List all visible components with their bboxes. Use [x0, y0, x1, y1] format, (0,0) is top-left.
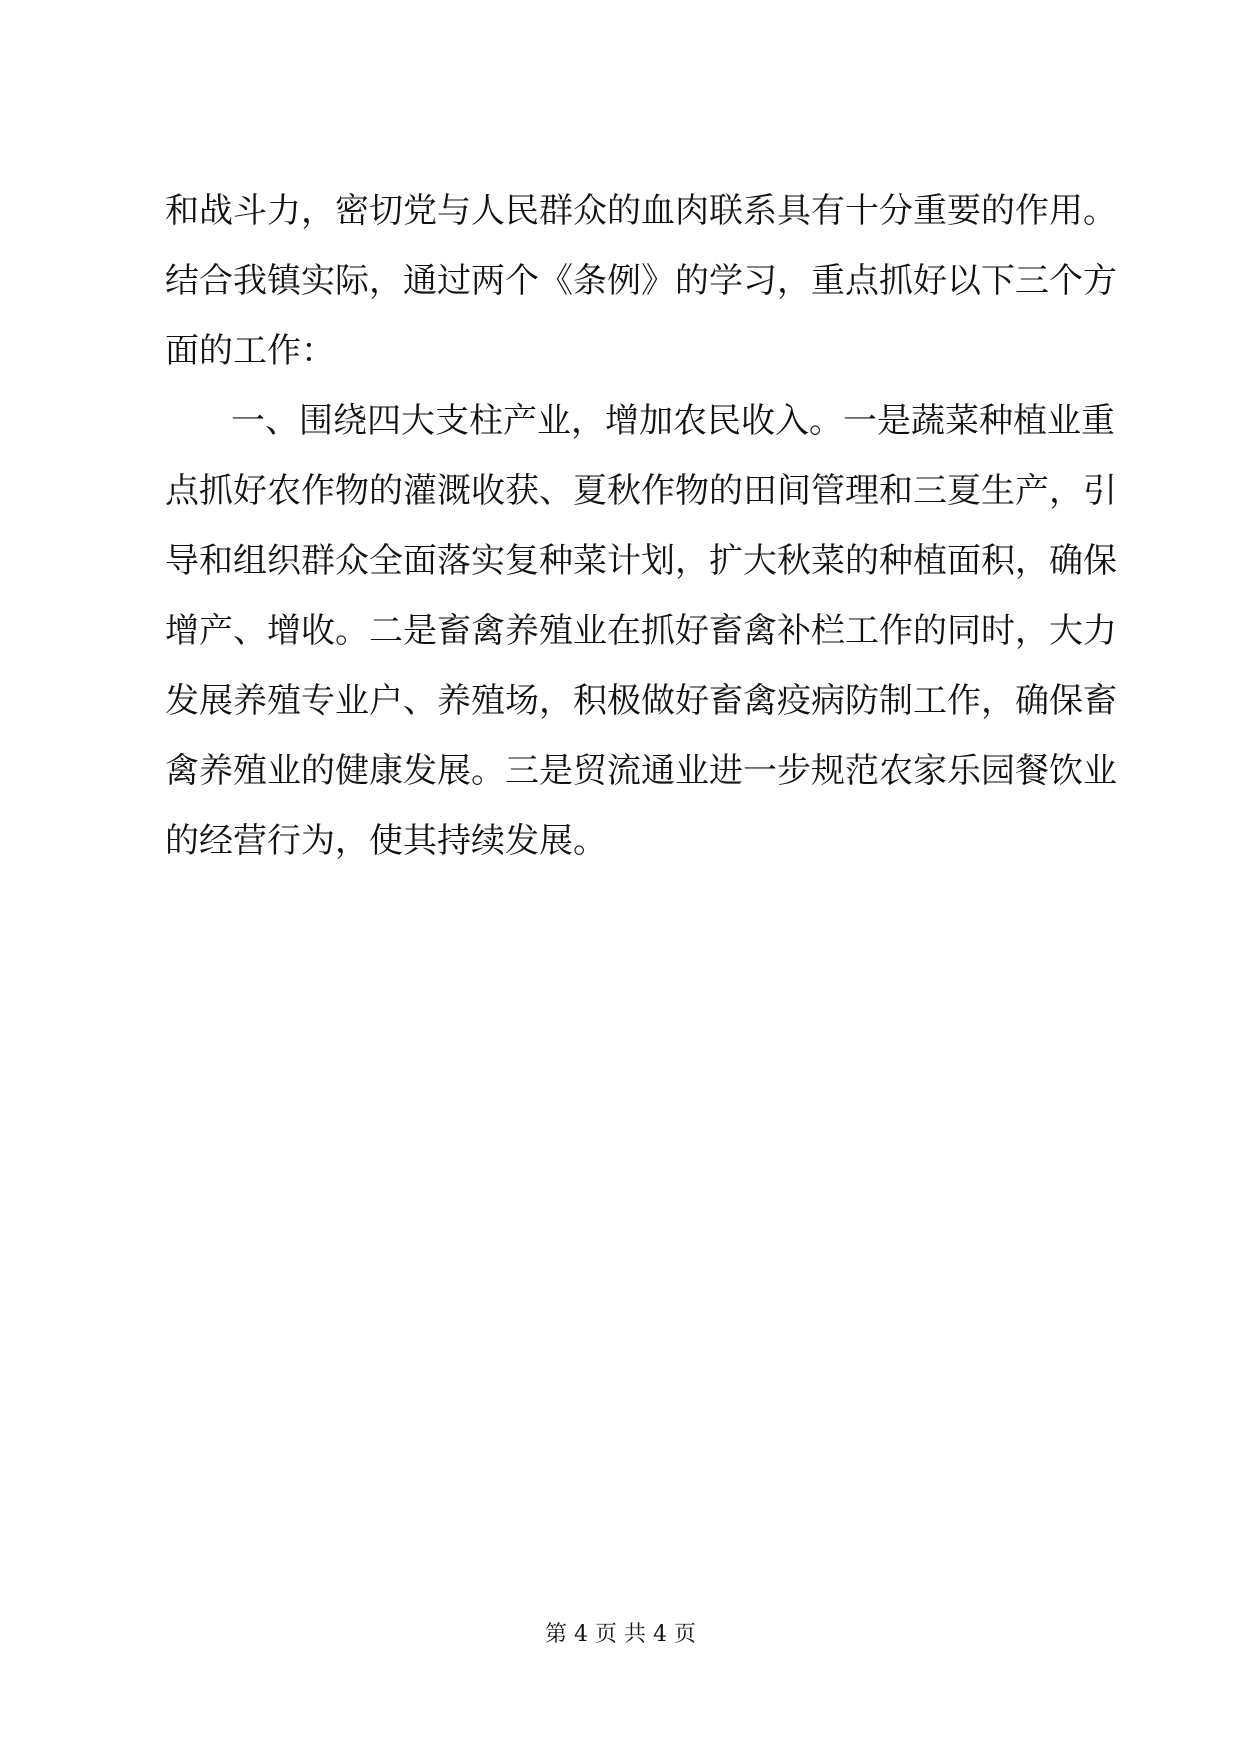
text-line-3: 面的工作： — [165, 331, 335, 371]
text-line-5: 点抓好农作物的灌溉收获、夏秋作物的田间管理和三夏生产，引 — [165, 471, 1117, 511]
page-number-label: 第 4 页 共 4 页 — [545, 1622, 696, 1647]
text-line-9: 禽养殖业的健康发展。三是贸流通业进一步规范农家乐园餐饮业 — [165, 751, 1117, 791]
page-footer — [0, 1620, 1241, 1650]
text-line-10: 的经营行为，使其持续发展。 — [165, 821, 607, 861]
text-line-8: 发展养殖专业户、养殖场，积极做好畜禽疫病防制工作，确保畜 — [165, 681, 1117, 721]
text-line-2: 结合我镇实际，通过两个《条例》的学习，重点抓好以下三个方 — [165, 261, 1117, 301]
text-line-4-section-heading: 一、围绕四大支柱产业，增加农民收入。一是蔬菜种植业重 — [231, 401, 1115, 441]
body-text — [165, 176, 1117, 876]
text-line-7: 增产、增收。二是畜禽养殖业在抓好畜禽补栏工作的同时，大力 — [165, 611, 1117, 651]
text-line-6: 导和组织群众全面落实复种菜计划，扩大秋菜的种植面积，确保 — [165, 541, 1117, 581]
text-line-1: 和战斗力，密切党与人民群众的血肉联系具有十分重要的作用。 — [165, 191, 1117, 231]
